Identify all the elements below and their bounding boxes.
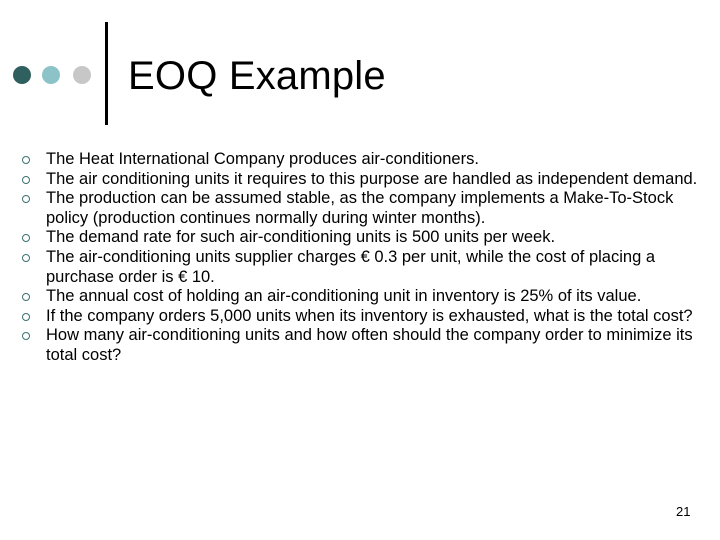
bullet-text: How many air-conditioning units and how often should the company order to minimize its total cost? (46, 326, 693, 364)
bullet-item (22, 170, 702, 190)
title-divider (105, 22, 108, 125)
bullet-item (22, 228, 702, 248)
bullet-text: The Heat International Company produces air-conditioners. (46, 150, 479, 168)
page-number: 21 (676, 504, 691, 519)
circle-bullet-icon (22, 332, 30, 340)
circle-bullet-icon (22, 313, 30, 321)
bullet-text: The air conditioning units it requires to this purpose are handled as independent demand. (46, 169, 698, 188)
dark-teal-dot-icon (13, 66, 31, 84)
circle-bullet-icon (22, 195, 30, 203)
circle-bullet-icon (22, 156, 30, 164)
circle-bullet-icon (22, 234, 30, 242)
bullet-item (22, 326, 702, 365)
bullet-text: The production can be assumed stable, as the company implements a Make-To-Stock policy (production continues normally during winter months). (46, 189, 674, 227)
bullet-item (22, 248, 702, 287)
bullet-item (22, 150, 702, 170)
bullet-list (22, 150, 702, 366)
circle-bullet-icon (22, 254, 30, 262)
bullet-text: The demand rate for such air-conditioning units is 500 units per week. (46, 228, 556, 247)
bullet-text: If the company orders 5,000 units when its inventory is exhausted, what is the total cost? (46, 306, 693, 325)
gray-dot-icon (73, 66, 91, 84)
slide-title: EOQ Example (128, 54, 386, 98)
circle-bullet-icon (22, 176, 30, 184)
bullet-text: The air-conditioning units supplier charges € 0.3 per unit, while the cost of placing a purchase order is € 10. (46, 247, 656, 286)
light-teal-dot-icon (42, 66, 60, 84)
circle-bullet-icon (22, 293, 30, 301)
bullet-item (22, 189, 702, 228)
decorative-dots (13, 66, 99, 84)
bullet-item (22, 307, 702, 327)
bullet-text: The annual cost of holding an air-conditioning unit in inventory is 25% of its value. (46, 287, 642, 306)
bullet-item (22, 287, 702, 307)
